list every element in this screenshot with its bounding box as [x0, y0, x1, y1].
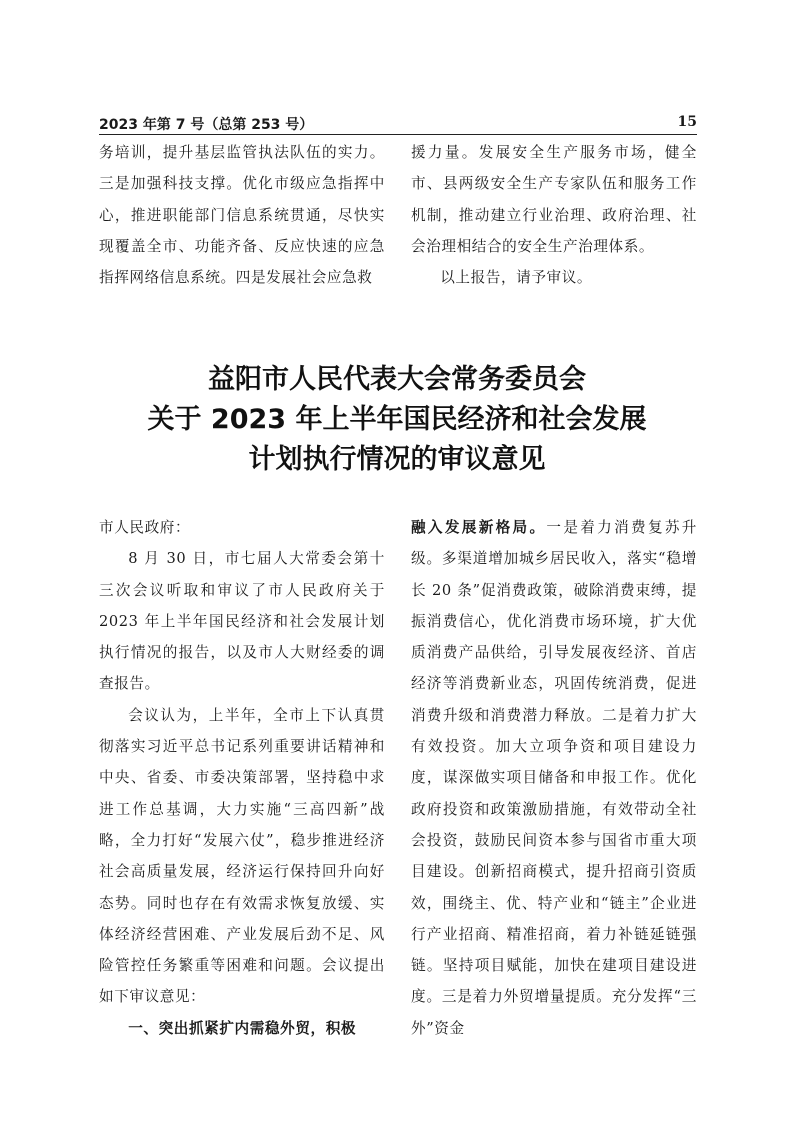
title-line-3: 计划执行情况的审议意见 — [248, 444, 546, 475]
article-body — [99, 512, 697, 1044]
issue-label: 2023 年第 7 号（总第 253 号） — [99, 117, 314, 133]
title-line-1: 益阳市人民代表大会常务委员会 — [208, 364, 586, 395]
body-left-column — [99, 512, 385, 1044]
top-right-column — [411, 137, 697, 293]
closing-paragraph: 以上报告，请予审议。 — [440, 269, 593, 287]
section-heading-continuation: 融入发展新格局。 — [411, 519, 547, 536]
paragraph: 援力量。发展安全生产服务市场，健全市、县两级安全生产专家队伍和服务工作机制，推动建立行业治理、政府治理、社会治理相结合的安全生产治理体系。 — [411, 144, 697, 255]
section-heading: 一、突出抓紧扩内需稳外贸，积极 — [128, 1019, 357, 1037]
page-header — [99, 112, 697, 135]
top-left-column — [99, 137, 385, 293]
paragraph: 务培训，提升基层监管执法队伍的实力。三是加强科技支撑。优化市级应急指挥中心，推进职能部门信息系统贯通，尽快实现覆盖全市、功能齐备、反应快速的应急指挥网络信息系统。四是发展社会应急救 — [99, 144, 385, 287]
page-number: 15 — [677, 114, 697, 130]
title-line-2: 关于 2023 年上半年国民经济和社会发展 — [147, 404, 647, 435]
salutation: 市人民政府： — [99, 519, 191, 536]
paragraph-text: 一是着力消费复苏升级。多渠道增加城乡居民收入，落实“稳增长 20 条”促消费政策，破除消费束缚，提振消费信心，优化消费市场环境，扩大优质消费产品供给，引导发展夜经济、首店经济等消费新业态，巩固传统消费，促进消费升级和消费潜力释放。二是着力扩大有效投资。加大立项争资和项目建设力度，谋深做实项目储备和申报工作。优化政府投资和政策激励措施，有效带动全社会投资，鼓励民间资本参与国省市重大项目建设。创新招商模式，提升招商引资质效，围绕主、优、特产业和“链主”企业进行产业招商、精准招商，着力补链延链强链。坚持项目赋能，加快在建项目建设进度。三是着力外贸增量提质。充分发挥“三外”资金 — [411, 519, 697, 1037]
document-title — [0, 360, 794, 480]
paragraph: 8 月 30 日，市七届人大常委会第十三次会议听取和审议了市人民政府关于 2023 年上半年国民经济和社会发展计划执行情况的报告，以及市人大财经委的调查报告。 — [99, 550, 385, 693]
body-right-column — [411, 512, 697, 1044]
paragraph-continuation — [411, 512, 697, 1044]
paragraph: 会议认为，上半年，全市上下认真贯彻落实习近平总书记系列重要讲话精神和中央、省委、市委决策部署，坚持稳中求进工作总基调，大力实施“三高四新”战略，全力打好“发展六仗”，稳步推进经济社会高质量发展，经济运行保持回升向好态势。同时也存在有效需求恢复放缓、实体经济经营困难、产业发展后劲不足、风险管控任务繁重等困难和问题。会议提出如下审议意见： — [99, 706, 385, 1006]
previous-article-continuation — [99, 137, 697, 293]
